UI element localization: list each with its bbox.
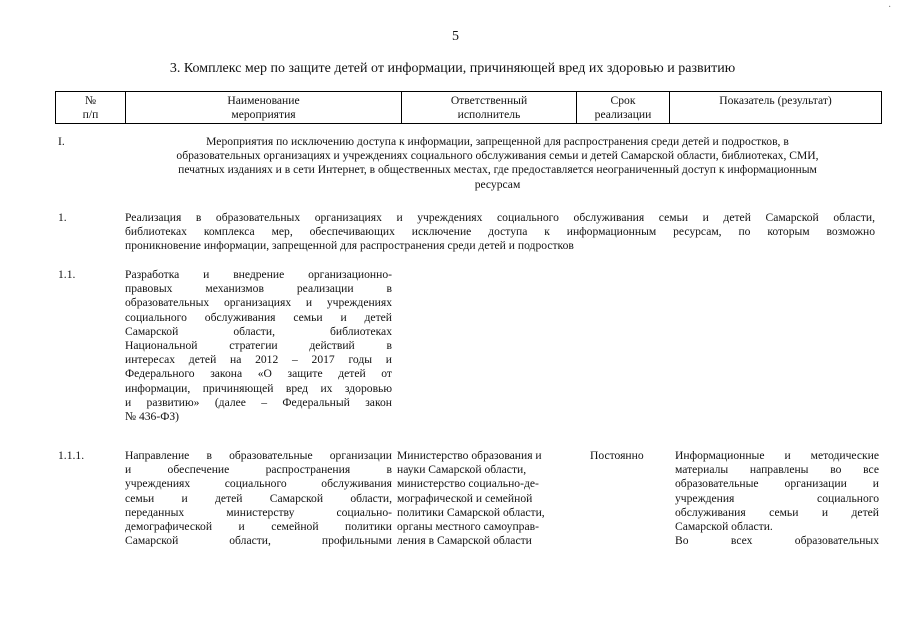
section-heading: Мероприятия по исключению доступа к информации, запрещенной для распространения среди детей и подростков, в образовательных организациях и учреждениях социального обслуживания семьи и детей Самарской области, библиотеках, СМИ, печатных изданиях и в сети Интернет, в общественных местах, где предоставляется неограниченный доступ к информационным ресурсам <box>176 135 819 191</box>
item-result: Информационные и методические материалы направлены во все образовательные организации и учреждения социального обслуживания семьи и детей Самарской области. Во всех образовательных <box>675 449 879 548</box>
item-number: 1.1.1. <box>58 449 85 462</box>
item-text: Разработка и внедрение организационно- правовых механизмов реализации в образовательных организациях и учреждениях социального обслуживания семьи и детей Самарской области, библиотеках Национальной стратегии действий в интересах детей на 2012 – 2017 годы и Федерального закона «О защите детей от информации, причиняющей вред их здоровью и развитию» (далее – Федеральный закон № 436-ФЗ) <box>125 268 392 424</box>
item-name: Направление в образовательные организации и обеспечение распространения в учреждениях социального обслуживания семьи и детей Самарской области, переданных министерству социально- демографической и семейной политики Самарской области, профильными <box>125 449 392 548</box>
page-number: 5 <box>452 29 459 44</box>
header-number: № п/п <box>56 92 126 124</box>
section-number: I. <box>58 135 65 148</box>
corner-mark: · <box>888 2 892 13</box>
header-result: Показатель (результат) <box>670 92 882 124</box>
item-executor: Министерство образования и науки Самарской области, министерство социально-де- мографической и семейной политики Самарской области, органы местного самоуправ- ления в Самарской области <box>397 449 545 548</box>
item-number: 1. <box>58 211 67 224</box>
item-text: Реализация в образовательных организациях и учреждениях социального обслуживания семьи и детей Самарской области, библиотеках комплекса мер, обеспечивающих исключение доступа к информационным ресурсам, по которым возможно проникновение информации, запрещенной для распространения среди детей и подростков <box>125 211 875 253</box>
item-number: 1.1. <box>58 268 76 281</box>
header-name: Наименование мероприятия <box>126 92 402 124</box>
page-title: 3. Комплекс мер по защите детей от информации, причиняющей вред их здоровью и развитию <box>169 61 736 76</box>
header-executor: Ответственный исполнитель <box>402 92 577 124</box>
item-deadline: Постоянно <box>590 449 644 462</box>
header-deadline: Срок реализации <box>577 92 670 124</box>
table-header <box>55 91 882 124</box>
